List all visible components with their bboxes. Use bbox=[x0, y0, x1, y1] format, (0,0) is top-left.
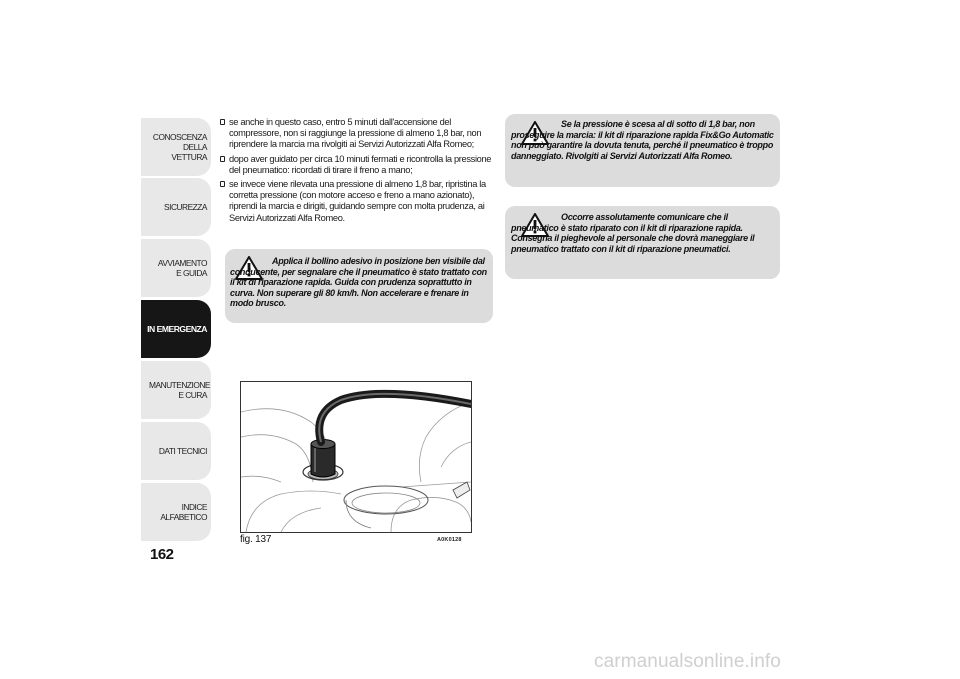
sidebar-item-sicurezza[interactable] bbox=[141, 178, 211, 236]
checkbox-bullet-icon bbox=[220, 119, 225, 125]
sidebar-item-conoscenza[interactable] bbox=[141, 118, 211, 176]
list-item-text: se anche in questo caso, entro 5 minuti dall'accensione del compressore, non si raggiunge la pressione di almeno 1,8 bar, non riprendere la marcia ma rivolgiti ai Servizi Autorizzati Alfa Romeo; bbox=[229, 117, 482, 150]
figure-compressor-plug bbox=[240, 381, 472, 533]
list-item-text: dopo aver guidato per circa 10 minuti fermati e ricontrolla la pressione del pneumatico: ricordati di tirare il freno a mano; bbox=[229, 153, 492, 175]
sidebar-item-label: DATI TECNICI bbox=[158, 446, 207, 456]
warning-text: Occorre assolutamente comunicare che il pneumatico è stato riparato con il kit di riparazione rapida. Consegna il pieghevole al personale che dovrà maneggiare il pneumatico trattato con il kit di riparazione pneumatici. bbox=[511, 212, 755, 254]
warning-box-communicate bbox=[505, 206, 780, 279]
checkbox-bullet-icon bbox=[220, 156, 225, 162]
figure-caption: fig. 137 bbox=[240, 534, 272, 545]
warning-text: Applica il bollino adesivo in posizione ben visibile dal conducente, per segnalare che il pneumatico è stato trattato con il kit di riparazione rapida. Guida con prudenza soprattutto in curva. Non superare gli 80 km/h. Non accelerare e frenare in modo brusco. bbox=[230, 256, 487, 308]
list-item bbox=[220, 154, 496, 176]
figure-code: A0K0128 bbox=[437, 537, 462, 543]
sidebar-item-label: CONOSCENZA DELLA VETTURA bbox=[152, 132, 207, 162]
sidebar-item-dati-tecnici[interactable] bbox=[141, 422, 211, 480]
sidebar-item-manutenzione[interactable] bbox=[141, 361, 211, 419]
sidebar-item-label: MANUTENZIONE E CURA bbox=[149, 380, 210, 400]
sidebar-item-emergenza[interactable] bbox=[141, 300, 211, 358]
sidebar-item-label: AVVIAMENTO E GUIDA bbox=[157, 258, 207, 278]
list-item bbox=[220, 179, 496, 224]
page-number: 162 bbox=[150, 546, 174, 563]
sidebar-item-indice[interactable] bbox=[141, 483, 211, 541]
sidebar-item-label: SICUREZZA bbox=[164, 202, 207, 212]
warning-box-sticker bbox=[225, 249, 493, 323]
list-item-text: se invece viene rilevata una pressione di almeno 1,8 bar, ripristina la corretta pressione (con motore acceso e freno a mano azionato), riprendi la marcia e dirigiti, guidando sempre con molta prudenza, ai Servizi Autorizzati Alfa Romeo. bbox=[229, 179, 486, 223]
warning-box-pressure bbox=[505, 114, 780, 187]
instruction-list bbox=[220, 117, 496, 227]
sidebar-item-avviamento[interactable] bbox=[141, 239, 211, 297]
sidebar-item-label: INDICE ALFABETICO bbox=[160, 502, 207, 522]
warning-text: Se la pressione è scesa al di sotto di 1,8 bar, non proseguire la marcia: il kit di riparazione rapida Fix&Go Automatic non può garantire la dovuta tenuta, perché il pneumatico è troppo danneggiato. Rivolgiti ai Servizi Autorizzati Alfa Romeo. bbox=[511, 119, 774, 161]
checkbox-bullet-icon bbox=[220, 181, 225, 187]
watermark-url[interactable]: carmanualsonline.info bbox=[594, 651, 781, 672]
sidebar-item-label: IN EMERGENZA bbox=[147, 324, 207, 334]
list-item bbox=[220, 117, 496, 151]
compressor-plug-illustration bbox=[241, 382, 471, 532]
